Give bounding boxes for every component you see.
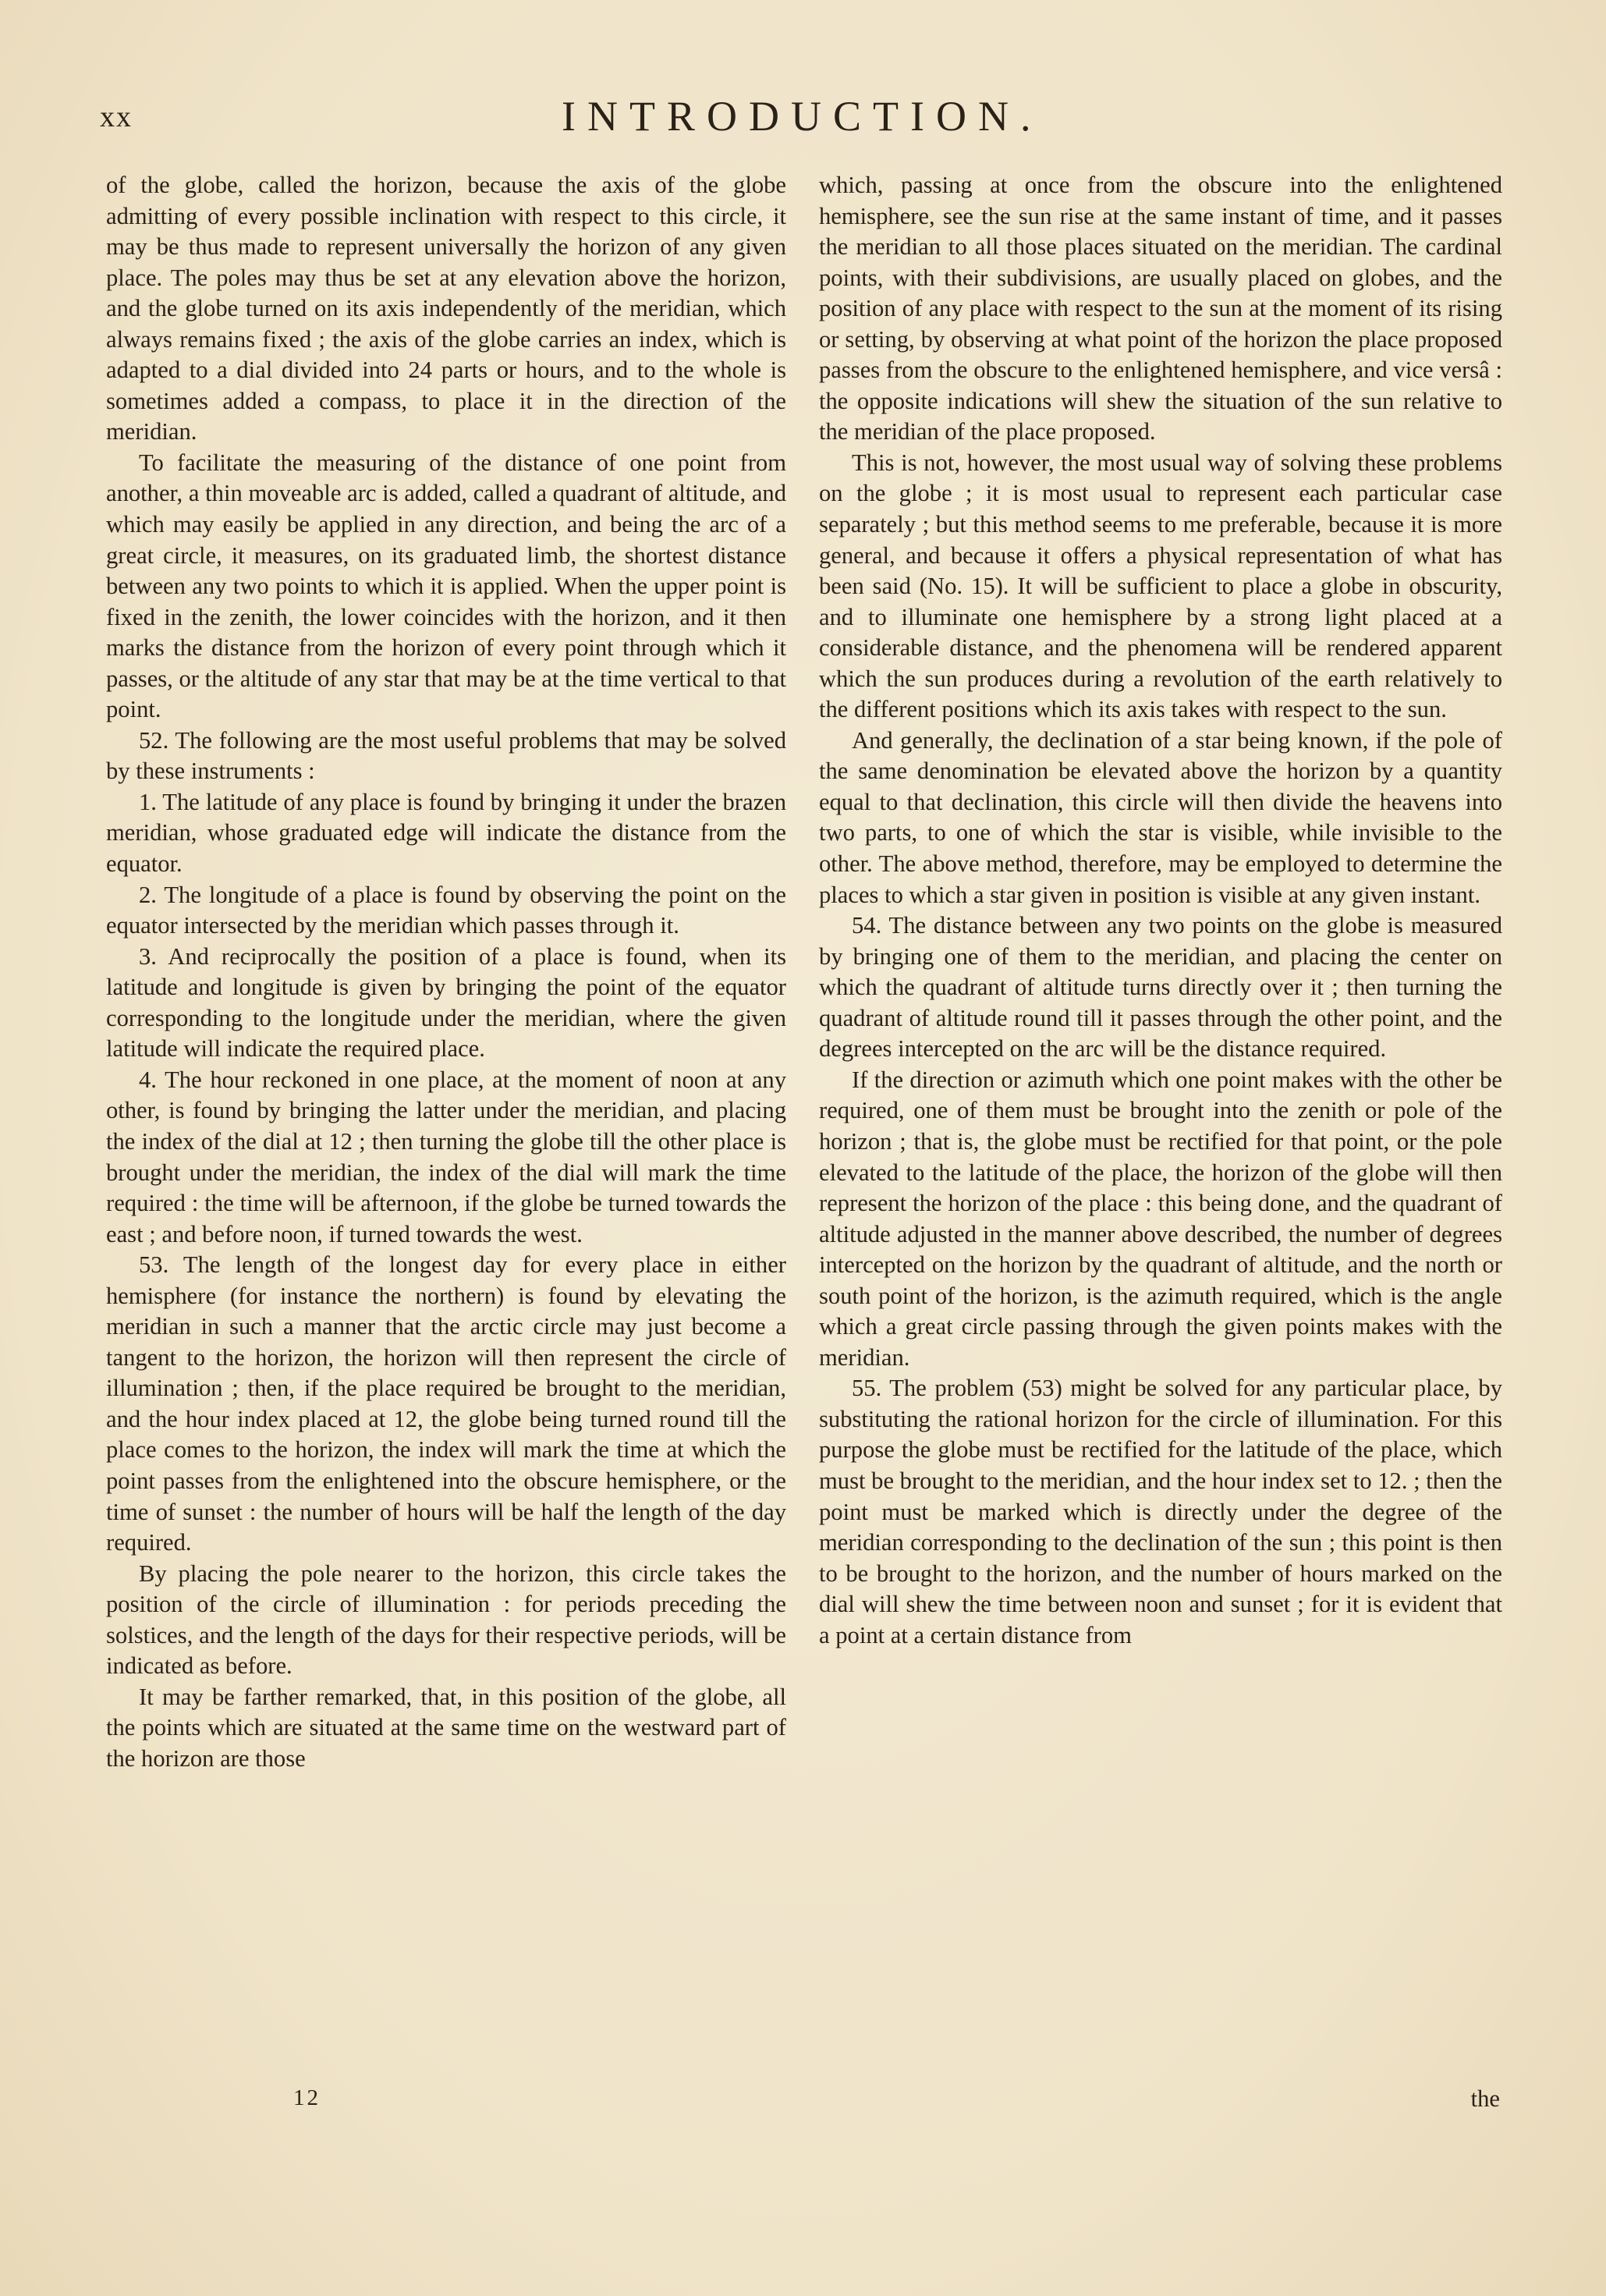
paragraph: And generally, the declination of a star being known, if the pole of the same denomination be elevated above the horizon by a quantity equal to that declination, this circle will then divide the heavens into two parts, to one of which the star is visible, while invisible to the other. The above method, therefore, may be employed to determine the places to which a star given in position is visible at any given instant. [819, 726, 1502, 908]
left-column [106, 170, 786, 1774]
paragraph: 1. The latitude of any place is found by bringing it under the brazen meridian, whose graduated edge will indicate the distance from the equator. [106, 788, 786, 878]
paragraph: It may be farther remarked, that, in this position of the globe, all the points which are situated at the same time on the westward part of the horizon are those [106, 1683, 786, 1772]
paragraph: of the globe, called the horizon, because the axis of the globe admitting of every possible inclination with respect to this circle, it may be thus made to represent universally the horizon of any given place. The poles may thus be set at any elevation above the horizon, and the globe turned on its axis independently of the meridian, which always remains fixed ; the axis of the globe carries an index, which is adapted to a dial divided into 24 parts or hours, and to the whole is sometimes added a compass, to place it in the direction of the meridian. [106, 172, 786, 445]
right-column [819, 170, 1502, 1651]
paragraph: 52. The following are the most useful problems that may be solved by these instruments : [106, 726, 786, 785]
paragraph: 53. The length of the longest day for every place in either hemisphere (for instance the northern) is found by elevating the meridian in such a manner that the arctic circle may just become a tangent to the horizon, the horizon will then represent the circle of illumination ; then, if the place required be brought to the meridian, and the hour index placed at 12, the globe being turned round till the place comes to the horizon, the index will mark the time at which the point passes from the enlightened into the obscure hemisphere, or the time of sunset : the number of hours will be half the length of the day required. [106, 1251, 786, 1556]
signature-mark: 12 [293, 2085, 321, 2110]
paragraph: This is not, however, the most usual way of solving these problems on the globe ; it is most usual to represent each particular case separately ; but this method seems to me preferable, because it is more general, and because it offers a physical representation of what has been said (No. 15). It will be sufficient to place a globe in obscurity, and to illuminate one hemisphere by a strong light placed at a considerable distance, and the phenomena will be rendered apparent which the sun produces during a revolution of the earth relatively to the different positions which its axis takes with respect to the sun. [819, 449, 1502, 723]
paragraph: 2. The longitude of a place is found by observing the point on the equator intersected by the meridian which passes through it. [106, 881, 786, 939]
paragraph: which, passing at once from the obscure into the enlightened hemisphere, see the sun rise at the same instant of time, and it passes the meridian to all those places situated on the meridian. The cardinal points, with their subdivisions, are usually placed on globes, and the position of any place with respect to the sun at the moment of its rising or setting, by observing at what point of the horizon the place proposed passes from the obscure to the enlightened hemisphere, and vice versâ : the opposite indications will shew the situation of the sun relative to the meridian of the place proposed. [819, 172, 1502, 445]
catchword: the [1470, 2085, 1500, 2112]
paragraph: By placing the pole nearer to the horizon, this circle takes the position of the circle of illumination : for periods preceding the solstices, and the length of the days for their respective periods, will be indicated as before. [106, 1560, 786, 1680]
running-head: INTRODUCTION. [562, 93, 1043, 140]
paragraph: 55. The problem (53) might be solved for any particular place, by substituting the rational horizon for the circle of illumination. For this purpose the globe must be rectified for the latitude of the place, which must be brought to the meridian, and the hour index set to 12. ; then the point must be marked which is directly under the degree of the meridian corresponding to the declination of the sun ; this point is then to be brought to the horizon, and the number of hours marked on the dial will shew the time between noon and sunset ; for it is evident that a point at a certain distance from [819, 1375, 1503, 1648]
paragraph: 4. The hour reckoned in one place, at the moment of noon at any other, is found by bringing the latter under the meridian, and placing the index of the dial at 12 ; then turning the globe till the other place is brought under the meridian, the index of the dial will mark the time required : the time will be afternoon, if the globe be turned towards the east ; and before noon, if turned towards the west. [106, 1066, 786, 1247]
page-number: xx [100, 101, 133, 133]
paragraph: If the direction or azimuth which one point makes with the other be required, one of them must be brought into the zenith or pole of the horizon ; that is, the globe must be rectified for that point, or the pole elevated to the latitude of the place, the horizon of the globe will then represent the horizon of the place : this being done, and the quadrant of altitude adjusted in the manner above described, the number of degrees intercepted on the horizon by the quadrant of altitude, and the north or south point of the horizon, is the azimuth required, which is the angle which a great circle passing through the given points makes with the meridian. [819, 1066, 1502, 1371]
paragraph: To facilitate the measuring of the distance of one point from another, a thin moveable arc is added, called a quadrant of altitude, and which may easily be applied in any direction, and being the arc of a great circle, it measures, on its graduated limb, the shortest distance between any two points to which it is applied. When the upper point is fixed in the zenith, the lower coincides with the horizon, and it then marks the distance from the horizon of every point through which it passes, or the altitude of any star that may be at the time vertical to that point. [106, 449, 786, 723]
paragraph: 3. And reciprocally the position of a place is found, when its latitude and longitude is given by bringing the point of the equator corresponding to the longitude under the meridian, where the given latitude will indicate the required place. [106, 942, 786, 1063]
paragraph: 54. The distance between any two points on the globe is measured by bringing one of them to the meridian, and placing the center on which the quadrant of altitude turns directly over it ; then turning the quadrant of altitude round till it passes through the other point, and the degrees intercepted on the arc will be the distance required. [819, 912, 1502, 1063]
